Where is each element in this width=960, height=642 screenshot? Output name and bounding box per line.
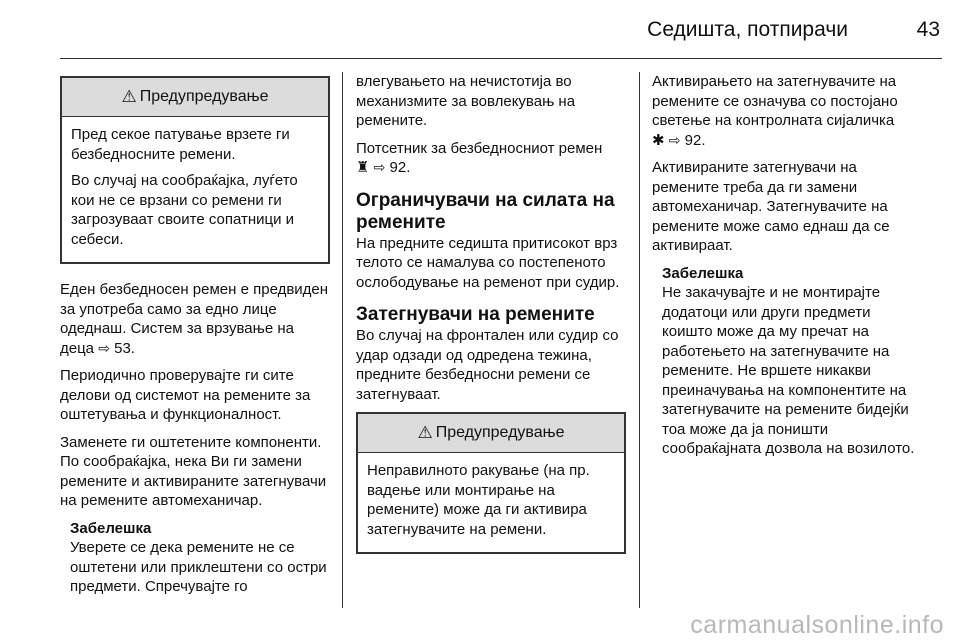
paragraph: Потсетник за безбедносниот ремен ♜ ⇨ 92.	[356, 139, 603, 176]
section-heading: Ограничувачи на силата на ремените	[356, 189, 615, 233]
warning-triangle-icon: ⚠	[121, 87, 137, 107]
column-3	[652, 72, 922, 459]
airbag-tensioner-icon: ✱	[652, 131, 665, 149]
column-1	[60, 72, 330, 597]
column-divider-2	[639, 72, 640, 608]
page-reference-arrow-icon: ⇨	[668, 131, 681, 148]
warning-box	[356, 412, 626, 554]
warning-triangle-icon: ⚠	[417, 423, 433, 443]
page-reference-arrow-icon: ⇨	[373, 159, 386, 175]
header-divider	[60, 58, 942, 59]
page-title: Седишта, потпирачи	[647, 18, 848, 41]
note	[652, 264, 922, 459]
paragraph: Активирањето на затегнувачите на ремените се означува со постојано светење на контролната сијаличка ✱ ⇨ 92.	[652, 73, 898, 149]
watermark: carmanualsonline.info	[690, 611, 944, 639]
page-number: 43	[916, 18, 940, 41]
note-title: Забелешка	[70, 519, 152, 537]
column-2	[356, 72, 626, 570]
page-reference-arrow-icon: ⇨	[98, 339, 110, 356]
warning-heading: ⚠ Предупредување	[358, 414, 624, 453]
note-text: Уверете се дека ремените не се оштетени или приклештени со остри предмети. Спречувајте го	[70, 539, 327, 595]
paragraph: влегувањето на нечистотија во механизмите за вовлекувањ на ремените.	[356, 73, 576, 129]
paragraph: Активираните затегнувачи на ремените треба да ги замени автомеханичар. Затегнувачите на ремените може само еднаш да се активираат.	[652, 159, 890, 254]
warning-box	[60, 76, 330, 264]
warning-text: Пред секое патување врзете ги безбедносните ремени.	[71, 126, 290, 163]
note-title: Забелешка	[662, 264, 744, 282]
page-header	[0, 0, 960, 60]
note-text: Не закачувајте и не монтирајте додатоци или други предмети коишто може да му пречат на работењето на затегнувачите на ремените. Не вршете никакви преиначувања на компонентите на затегнувачите на ремените бидејќи тоа може да ја поништи сообраќајната дозвола на возилото.	[662, 284, 915, 457]
seatbelt-reminder-icon: ♜	[356, 159, 370, 176]
paragraph: На предните седишта притисокот врз телото се намалува со постепеното ослободување на ременот при судир.	[356, 234, 620, 291]
section-heading: Затегнувачи на ремените	[356, 304, 595, 325]
paragraph: Во случај на фронтален или судир со удар одзади од одредена тежина, предните безбедносни ремени се затегнуваат.	[356, 327, 619, 403]
note	[60, 519, 330, 597]
warning-heading: ⚠ Предупредување	[62, 78, 328, 117]
paragraph: Заменете ги оштетените компоненти. По сообраќајка, нека Ви ги замени ремените и активираните затегнувачи на ремените автомеханичар.	[60, 433, 327, 509]
column-divider-1	[342, 72, 343, 608]
paragraph: Еден безбедносен ремен е предвиден за употреба само за едно лице одеднаш. Систем за врзување на деца ⇨ 53.	[60, 281, 329, 357]
warning-text: Во случај на сообраќајка, луѓето кои не се врзани со ремени ги загрозуваат своите сопатници и себеси.	[71, 172, 298, 248]
paragraph: Периодично проверувајте ги сите делови од системот на ремените за оштетувања и функционалност.	[60, 367, 311, 423]
warning-text: Неправилното ракување (на пр. вадење или монтирање на ремените) може да ги активира затегнувачите на ремени.	[367, 462, 590, 538]
